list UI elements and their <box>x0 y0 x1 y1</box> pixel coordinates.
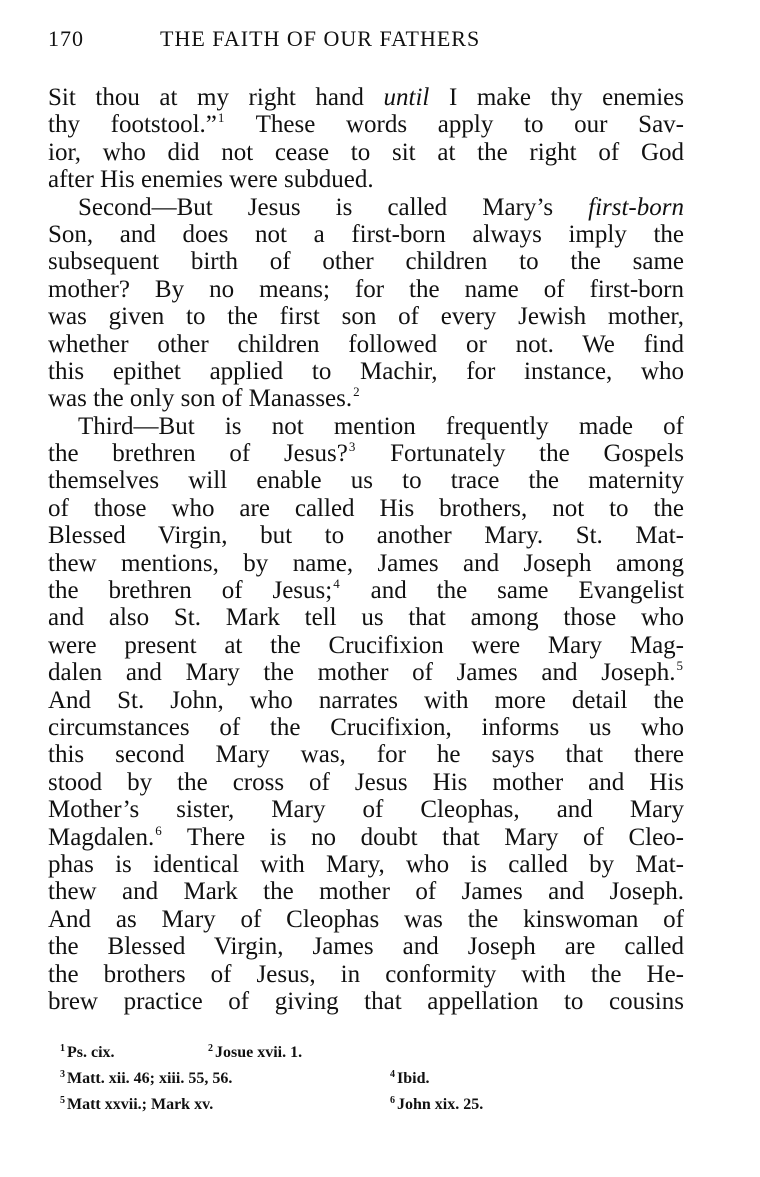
text-segment: Son, and does not a first-born always imply the <box>48 220 684 248</box>
text-line <box>48 413 684 440</box>
text-line <box>48 331 684 358</box>
text-line <box>48 276 684 303</box>
footnote-marker: 5 <box>676 658 683 674</box>
text-segment: And St. John, who narrates with more detail the <box>48 686 684 714</box>
text-segment: ior, who did not cease to sit at the right of God <box>48 138 684 166</box>
text-segment: brew practice of giving that appellation to cousins <box>48 987 684 1015</box>
text-segment: dalen and Mary the mother of James and Joseph. <box>48 659 676 687</box>
footnote-text: Ps. cix. <box>67 1044 115 1061</box>
text-line <box>48 906 684 933</box>
footnote-text: Josue xvii. 1. <box>215 1044 303 1061</box>
text-line <box>48 358 684 385</box>
text-line <box>48 796 684 823</box>
footnote-marker: 6 <box>155 822 162 838</box>
text-line <box>48 248 684 275</box>
footnote-number: 6 <box>390 1095 395 1106</box>
text-segment: Second—But Jesus is called Mary’s <box>78 193 589 221</box>
page-header <box>48 26 688 56</box>
text-segment: this second Mary was, for he says that there <box>48 741 684 769</box>
text-line <box>48 84 684 111</box>
text-segment: And as Mary of Cleophas was the kinswoman of <box>48 905 684 933</box>
text-line <box>48 741 684 768</box>
text-line <box>48 961 684 988</box>
text-segment: this epithet applied to Machir, for instance, who <box>48 357 684 385</box>
page-number: 170 <box>48 26 84 51</box>
text-segment: whether other children followed or not. We find <box>48 330 684 358</box>
text-line <box>48 714 684 741</box>
text-segment: circumstances of the Crucifixion, informs us who <box>48 713 684 741</box>
running-title: THE FAITH OF OUR FATHERS <box>160 26 481 51</box>
footnote <box>60 1092 213 1118</box>
footnote-text: Ibid. <box>397 1070 430 1087</box>
text-segment: was given to the first son of every Jewish mother, <box>48 303 684 331</box>
footnote-number: 3 <box>60 1069 65 1080</box>
text-line <box>48 385 684 412</box>
footnote <box>390 1066 429 1092</box>
text-line <box>48 824 684 851</box>
text-line <box>48 632 684 659</box>
text-line <box>48 440 684 467</box>
text-segment: thy footstool.” <box>48 111 217 139</box>
footnote-text: John xix. 25. <box>397 1096 484 1113</box>
footnote-marker: 4 <box>333 576 340 592</box>
text-line <box>48 221 684 248</box>
footnote-marker: 3 <box>348 439 356 455</box>
footnote-number: 4 <box>390 1069 395 1080</box>
text-segment: These words apply to our Sav- <box>225 111 684 139</box>
footnote-row <box>60 1040 620 1066</box>
text-segment: was the only son of Manasses. <box>48 385 353 413</box>
text-segment: and also St. Mark tell us that among those who <box>48 604 684 632</box>
text-line <box>48 495 684 522</box>
text-segment: Mother’s sister, Mary of Cleophas, and Mary <box>48 796 684 824</box>
text-line <box>48 303 684 330</box>
footnote-row <box>60 1092 620 1118</box>
text-segment: the brethren of Jesus; <box>48 577 333 605</box>
text-segment: stood by the cross of Jesus His mother and His <box>48 768 684 796</box>
text-line <box>48 604 684 631</box>
text-segment: I make thy enemies <box>429 84 684 111</box>
footnote-number: 2 <box>208 1043 213 1054</box>
italic-text: until <box>383 84 430 111</box>
text-segment: of those who are called His brothers, not to the <box>48 494 684 522</box>
text-line <box>48 550 684 577</box>
text-segment: were present at the Crucifixion were Mary Mag- <box>48 631 684 659</box>
text-segment: There is no doubt that Mary of Cleo- <box>162 823 684 851</box>
footnote <box>60 1040 115 1066</box>
text-line <box>48 577 684 604</box>
footnote <box>390 1092 483 1118</box>
text-line <box>48 522 684 549</box>
text-segment: thew and Mark the mother of James and Joseph. <box>48 878 684 906</box>
text-segment: the brothers of Jesus, in conformity with the He- <box>48 960 684 988</box>
text-segment: Fortunately the Gospels <box>356 440 684 468</box>
text-line <box>48 878 684 905</box>
text-line <box>48 933 684 960</box>
footnote-number: 1 <box>60 1043 65 1054</box>
text-line <box>48 166 684 193</box>
text-line <box>48 467 684 494</box>
text-segment: mother? By no means; for the name of first-born <box>48 275 684 303</box>
text-line <box>48 659 684 686</box>
footnote-row <box>60 1066 620 1092</box>
footnote-text: Matt xxvii.; Mark xv. <box>67 1096 214 1113</box>
text-line <box>48 139 684 166</box>
footnotes <box>60 1040 620 1118</box>
text-segment: thew mentions, by name, James and Joseph among <box>48 549 684 577</box>
footnote-number: 5 <box>60 1095 65 1106</box>
text-line <box>48 769 684 796</box>
text-line <box>48 851 684 878</box>
text-segment: phas is identical with Mary, who is called by Mat- <box>48 850 684 878</box>
text-line <box>48 988 684 1015</box>
text-segment: themselves will enable us to trace the maternity <box>48 467 684 495</box>
footnote <box>60 1066 232 1092</box>
text-line <box>48 111 684 138</box>
text-segment: the Blessed Virgin, James and Joseph are called <box>48 933 684 961</box>
text-segment: and the same Evangelist <box>340 577 684 605</box>
footnote-text: Matt. xii. 46; xiii. 55, 56. <box>67 1070 233 1087</box>
footnote-marker: 1 <box>217 110 225 126</box>
text-segment: after His enemies were subdued. <box>48 166 374 194</box>
text-segment: subsequent birth of other children to the same <box>48 248 684 276</box>
text-line <box>48 194 684 221</box>
body-text <box>48 84 684 1015</box>
text-segment: Blessed Virgin, but to another Mary. St. Mat- <box>48 522 684 550</box>
italic-text: first-born <box>588 193 684 221</box>
footnote <box>208 1040 302 1066</box>
text-segment: Sit thou at my right hand <box>48 84 384 111</box>
text-segment: Third—But is not mention frequently made of <box>78 412 684 440</box>
text-segment: Magdalen. <box>48 823 155 851</box>
text-segment: the brethren of Jesus? <box>48 440 348 468</box>
text-line <box>48 687 684 714</box>
footnote-marker: 2 <box>353 384 360 400</box>
